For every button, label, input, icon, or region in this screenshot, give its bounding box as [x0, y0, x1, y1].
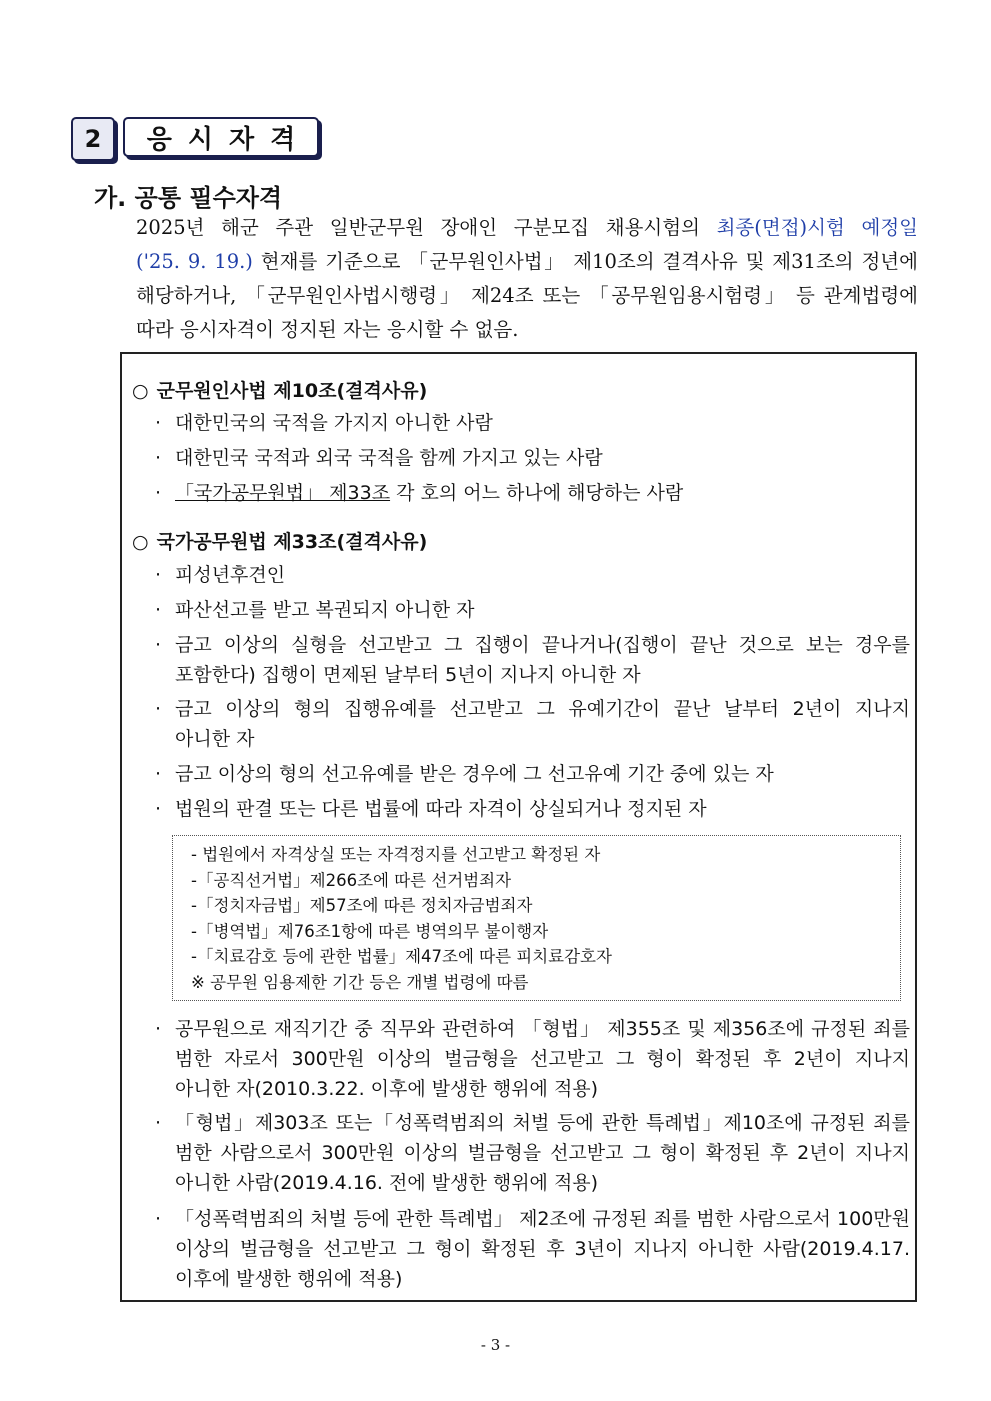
- list-item-text: 아니한 자: [175, 728, 255, 750]
- list-item: [155, 560, 910, 590]
- bullet-icon: ·: [155, 798, 162, 820]
- subsection-title: 가. 공통 필수자격: [94, 184, 283, 212]
- circle-bullet-icon: ○: [132, 531, 149, 553]
- list-item-text: 각 호의 어느 하나에 해당하는 사람: [390, 482, 684, 504]
- list-item: [155, 759, 910, 789]
- list-item-text: 금고 이상의 형의 집행유예를 선고받고 그 유예기간이 끝난 날부터 2년이 지나지: [175, 698, 910, 720]
- intro-line-2: [136, 245, 918, 279]
- list-item-text: 포함한다) 집행이 면제된 날부터 5년이 지나지 아니한 자: [175, 664, 641, 686]
- bullet-icon: ·: [155, 482, 162, 504]
- intro-text: 2025년 해군 주관 일반군무원 장애인 구분모집 채용시험의: [136, 216, 717, 239]
- intro-line-4: 따라 응시자격이 정지된 자는 응시할 수 없음.: [136, 318, 519, 341]
- heading-text: 군무원인사법 제10조(결격사유): [156, 380, 428, 402]
- list-item-text: 파산선고를 받고 복권되지 아니한 자: [175, 599, 475, 621]
- related-law-note: ※ 공무원 임용제한 기간 등은 개별 법령에 따름: [191, 972, 529, 992]
- list-item-text: 「성폭력범죄의 처벌 등에 관한 특례법」 제2조에 규정된 죄를 범한 사람으로서 100만원: [175, 1208, 910, 1230]
- list-item-text: 아니한 사람(2019.4.16. 전에 발생한 행위에 적용): [175, 1172, 599, 1194]
- related-law-line: -「정치자금법」제57조에 따른 정치자금범죄자: [191, 896, 533, 915]
- list-item: [155, 694, 910, 754]
- related-law-line: -「공직선거법」제266조에 따른 선거범죄자: [191, 870, 512, 890]
- bullet-icon: ·: [155, 1112, 162, 1134]
- list-item: [155, 630, 910, 690]
- list-item-text: 아니한 자(2010.3.22. 이후에 발생한 행위에 적용): [175, 1078, 599, 1100]
- exam-date-value: ('25. 9. 19.): [136, 250, 253, 273]
- intro-text: 현재를 기준으로 「군무원인사법」 제10조의 결격사유 및 제31조의 정년에: [252, 250, 918, 273]
- list-item: [155, 595, 910, 625]
- bullet-icon: ·: [155, 1208, 162, 1230]
- bullet-icon: ·: [155, 634, 162, 656]
- related-law-line: - 법원에서 자격상실 또는 자격정지를 선고받고 확정된 자: [191, 845, 601, 864]
- list-item: [155, 1204, 910, 1294]
- intro-line-1: [136, 211, 918, 245]
- exam-date-highlight: 최종(면접)시험 예정일: [716, 216, 918, 239]
- bullet-icon: ·: [155, 763, 162, 785]
- section-title: 응시자격: [123, 117, 319, 157]
- list-item: [155, 478, 910, 508]
- related-laws-box: [172, 835, 901, 1001]
- list-item-text: 금고 이상의 실형을 선고받고 그 집행이 끝나거나(집행이 끝난 것으로 보는 경우를: [175, 634, 910, 656]
- disqualification-box: [120, 352, 917, 1302]
- list-item-text: 대한민국 국적과 외국 국적을 함께 가지고 있는 사람: [175, 447, 603, 469]
- bullet-icon: ·: [155, 1018, 162, 1040]
- related-law-line: -「병역법」제76조1항에 따른 병역의무 불이행자: [191, 921, 549, 941]
- list-item-text: 범한 사람으로서 300만원 이상의 벌금형을 선고받고 그 형이 확정된 후 2년이 지나지: [175, 1142, 910, 1164]
- list-item-text: 이후에 발생한 행위에 적용): [175, 1268, 403, 1290]
- bullet-icon: ·: [155, 564, 162, 586]
- heading-military-civilian-act: [132, 376, 427, 403]
- list-item-text: 금고 이상의 형의 선고유예를 받은 경우에 그 선고유예 기간 중에 있는 자: [175, 763, 774, 785]
- heading-national-public-officials-act: [132, 527, 427, 554]
- list-item-text: 이상의 벌금형을 선고받고 그 형이 확정된 후 3년이 지나지 아니한 사람(2019.4.17.: [175, 1238, 910, 1260]
- list-item: [155, 1108, 910, 1198]
- bullet-icon: ·: [155, 698, 162, 720]
- list-item-text: 「형법」제303조 또는「성폭력범죄의 처벌 등에 관한 특례법」제10조에 규정된 죄를: [175, 1112, 910, 1134]
- heading-text: 국가공무원법 제33조(결격사유): [156, 531, 428, 553]
- list-item-text: 피성년후견인: [175, 564, 286, 586]
- list-item: [155, 1014, 910, 1104]
- law-reference-link: 「국가공무원법」 제33조: [175, 482, 391, 504]
- bullet-icon: ·: [155, 412, 162, 434]
- circle-bullet-icon: ○: [132, 380, 149, 402]
- page-number: - 3 -: [480, 1336, 511, 1354]
- bullet-icon: ·: [155, 447, 162, 469]
- list-item-text: 법원의 판결 또는 다른 법률에 따라 자격이 상실되거나 정지된 자: [175, 798, 707, 820]
- list-item-text: 범한 자로서 300만원 이상의 벌금형을 선고받고 그 형이 확정된 후 2년이 지나지: [175, 1048, 910, 1070]
- bullet-icon: ·: [155, 599, 162, 621]
- list-item: [155, 794, 910, 824]
- list-item-text: 대한민국의 국적을 가지지 아니한 사람: [175, 412, 493, 434]
- list-item-text: 공무원으로 재직기간 중 직무와 관련하여 「형법」 제355조 및 제356조에 규정된 죄를: [175, 1018, 910, 1040]
- list-item: [155, 408, 910, 438]
- intro-paragraph: [136, 211, 918, 347]
- intro-line-3: 해당하거나, 「군무원인사법시행령」 제24조 또는 「공무원임용시험령」 등 관계법령에: [136, 284, 918, 307]
- section-number: 2: [71, 117, 115, 161]
- related-law-line: -「치료감호 등에 관한 법률」제47조에 따른 피치료감호자: [191, 947, 612, 966]
- list-item: [155, 443, 910, 473]
